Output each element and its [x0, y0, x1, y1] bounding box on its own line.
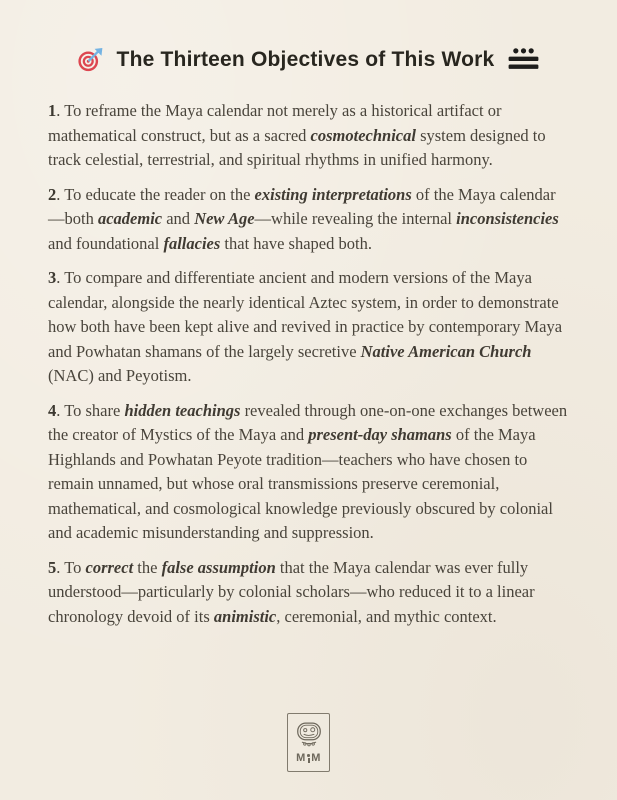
maya-numeral-13-icon — [507, 47, 540, 72]
page-header — [0, 0, 617, 73]
emphasized-term: animistic — [213, 606, 277, 626]
page-title: The Thirteen Objectives of This Work — [116, 47, 495, 71]
page-footer — [0, 713, 617, 772]
emphasized-term: present-day shamans — [308, 425, 452, 444]
body-text: . To educate the reader on the — [56, 184, 255, 204]
maya-day-sign-glyph-icon — [294, 721, 324, 751]
logo-letter-left: M — [296, 752, 306, 764]
emphasized-term: inconsistencies — [456, 209, 559, 228]
logo-middle-mark-icon — [307, 753, 310, 763]
body-text: of the Maya Highlands and Powhatan Peyote tradition—teachers who have chosen to remain unnamed, but whose oral transmissions preserve ceremonial, mathematical, and cosmological knowledge previously obscured by colonial and academic misunderstanding and suppression. — [48, 425, 553, 542]
body-text: . To compare and differentiate ancient and modern versions of the Maya calendar, alongside the nearly identical Aztec system, in order to demonstrate how both have been kept alive and revived in practice by contemporary Maya and Powhatan shamans of the largely secretive — [48, 268, 563, 361]
logo-wordmark — [296, 753, 321, 764]
body-text: and foundational — [48, 233, 164, 253]
body-text: . To — [56, 557, 86, 577]
body-text: that have shaped both. — [220, 233, 372, 253]
emphasized-term: academic — [97, 209, 163, 228]
body-text: —while revealing the internal — [254, 209, 457, 228]
body-text: (NAC) and Peyotism. — [48, 366, 192, 385]
objective-paragraph — [48, 399, 572, 546]
emphasized-term: correct — [85, 557, 134, 577]
body-text: the — [133, 557, 162, 577]
publisher-logo — [287, 713, 330, 772]
body-text: of the Maya calendar—both — [48, 184, 556, 228]
objective-number: 3 — [48, 268, 57, 287]
objective-paragraph — [48, 183, 572, 257]
emphasized-term: New Age — [194, 209, 255, 228]
objective-number: 2 — [48, 184, 57, 204]
emphasized-term: cosmotechnical — [310, 125, 416, 145]
body-text: system designed to track celestial, terrestrial, and spiritual rhythms in unified harmony. — [48, 125, 546, 169]
emphasized-term: Native American Church — [360, 341, 532, 361]
body-text: and — [162, 209, 195, 228]
objective-number: 5 — [48, 557, 57, 577]
body-text: , ceremonial, and mythic context. — [276, 606, 497, 626]
objective-paragraph — [48, 266, 572, 389]
objective-paragraph — [48, 556, 572, 630]
emphasized-term: fallacies — [163, 233, 221, 253]
emphasized-term: hidden teachings — [124, 400, 241, 420]
objective-paragraph — [48, 99, 572, 173]
objectives-list — [48, 99, 572, 629]
emphasized-term: false assumption — [161, 557, 276, 577]
body-text: . To share — [56, 400, 125, 420]
objective-number: 1 — [48, 101, 57, 120]
target-dart-icon — [77, 46, 104, 73]
objective-number: 4 — [48, 400, 57, 420]
body-text: . To reframe the Maya calendar not merely as a historical artifact or mathematical construct, but as a sacred — [48, 101, 502, 145]
body-text: revealed through one-on-one exchanges between the creator of Mystics of the Maya and — [48, 400, 568, 444]
emphasized-term: existing interpretations — [254, 184, 412, 204]
body-text: that the Maya calendar was ever fully understood—particularly by colonial scholars—who reduced it to a linear chronology devoid of its — [48, 557, 535, 626]
logo-letter-right: M — [311, 752, 321, 764]
